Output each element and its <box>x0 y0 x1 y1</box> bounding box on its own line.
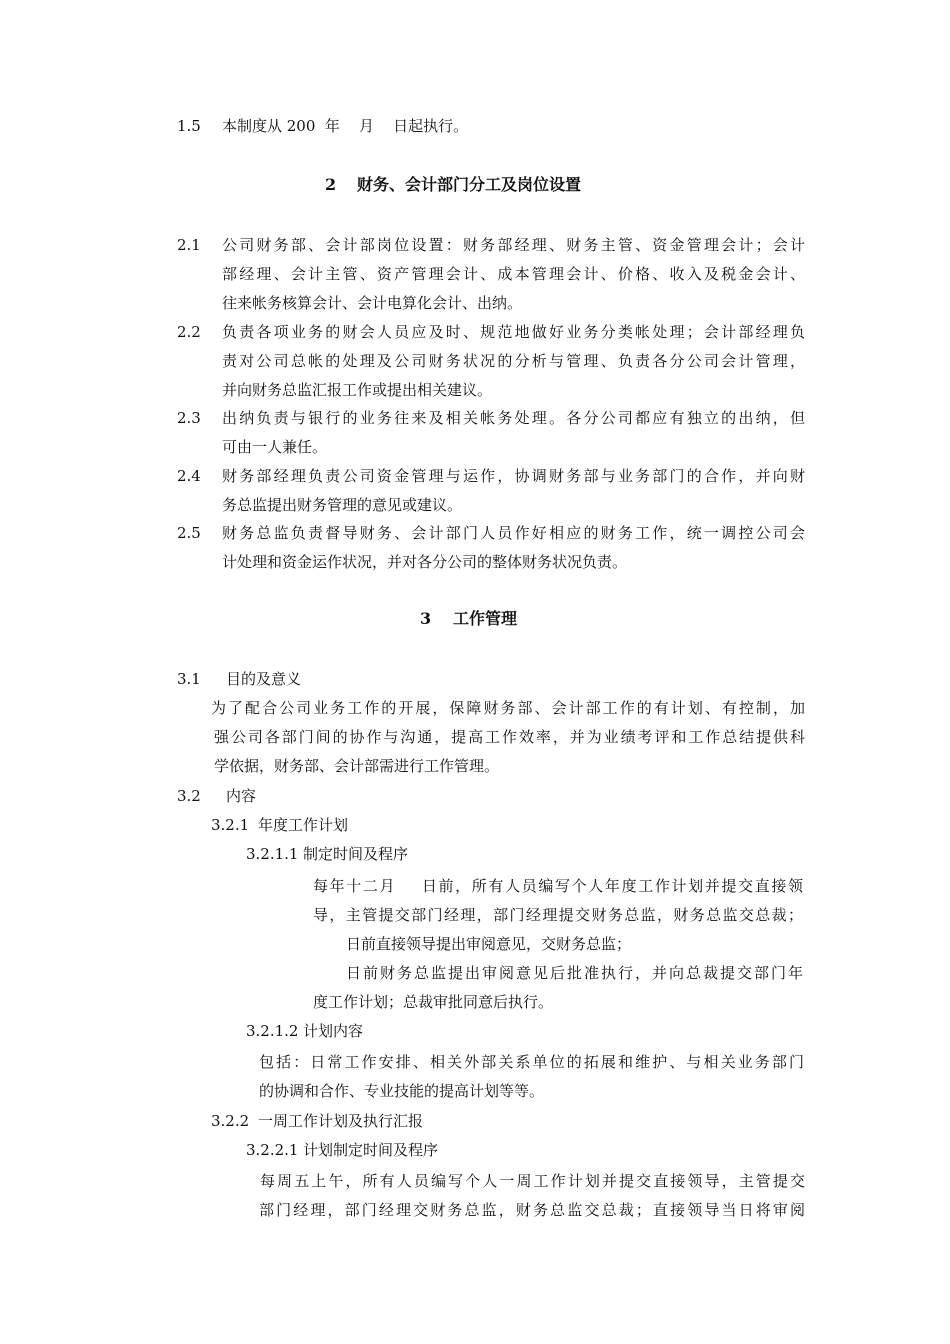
clause-number: 2.1 <box>177 236 201 254</box>
clause-title: 年度工作计划 <box>258 816 349 834</box>
clause-text: 每周五上午，所有人员编写个人一周工作计划并提交直接领导，主管提交 <box>260 1172 805 1190</box>
clause-text: 出纳负责与银行的业务往来及相关帐务处理。各分公司都应有独立的出纳，但 <box>222 409 805 427</box>
clause-text: 负责各项业务的财会人员应及时、规范地做好业务分类帐处理；会计部经理负 <box>222 323 805 341</box>
clause-text: 导，主管提交部门经理，部门经理提交财务总监，财务总监交总裁； <box>313 906 803 924</box>
clause-text: 度工作计划；总裁审批同意后执行。 <box>313 993 554 1011</box>
clause-text: 公司财务部、会计部岗位设置：财务部经理、财务主管、资金管理会计；会计 <box>222 236 805 254</box>
clause-text: 学依据，财务部、会计部需进行工作管理。 <box>214 757 500 775</box>
clause-title: 目的及意义 <box>226 670 302 688</box>
clause-number: 2.5 <box>177 524 201 542</box>
clause-text: 部经理、会计主管、资产管理会计、成本管理会计、价格、收入及税金会计、 <box>222 265 805 283</box>
section-heading: 工作管理 <box>453 609 518 628</box>
clause-title: 计划内容 <box>303 1022 364 1040</box>
clause-title: 计划制定时间及程序 <box>303 1141 439 1159</box>
clause-text: 并向财务总监汇报工作或提出相关建议。 <box>222 381 493 399</box>
clause-text: 日前直接领导提出审阅意见，交财务总监； <box>346 935 632 953</box>
clause-number: 3.2.1.2 <box>246 1022 299 1040</box>
clause-number: 2.2 <box>177 323 201 341</box>
clause-text: 强公司各部门间的协作与沟通，提高工作效率，并为业绩考评和工作总结提供科 <box>214 728 805 746</box>
clause-text: 为了配合公司业务工作的开展，保障财务部、会计部工作的有计划、有控制，加 <box>211 699 805 717</box>
clause-text: 部门经理，部门经理交财务总监，财务总监交总裁；直接领导当日将审阅 <box>259 1201 805 1219</box>
clause-text: 财务总监负责督导财务、会计部门人员作好相应的财务工作，统一调控公司会 <box>222 524 805 542</box>
clause-text: 计处理和资金运作状况，并对各分公司的整体财务状况负责。 <box>222 553 628 571</box>
section-number: 2 <box>325 175 337 194</box>
clause-number: 3.2.1 <box>211 816 250 834</box>
clause-number: 3.1 <box>177 670 201 688</box>
clause-text: 责对公司总帐的处理及公司财务状况的分析与管理、负责各分公司会计管理， <box>222 352 805 370</box>
clause-number: 2.3 <box>177 409 201 427</box>
clause-number: 3.2 <box>177 787 201 805</box>
clause-text: 日前财务总监提出审阅意见后批准执行，并向总裁提交部门年 <box>346 964 803 982</box>
section-heading: 财务、会计部门分工及岗位设置 <box>357 175 582 194</box>
clause-number: 3.2.2.1 <box>246 1141 299 1159</box>
clause-number: 3.2.1.1 <box>246 845 299 863</box>
clause-text: 的协调和合作、专业技能的提高计划等等。 <box>259 1082 545 1100</box>
clause-text: 财务部经理负责公司资金管理与运作，协调财务部与业务部门的合作，并向财 <box>222 467 805 485</box>
clause-number: 3.2.2 <box>211 1112 250 1130</box>
clause-text: 往来帐务核算会计、会计电算化会计、出纳。 <box>222 294 523 312</box>
clause-number: 1.5 <box>177 117 201 135</box>
clause-text: 务总监提出财务管理的意见或建议。 <box>222 496 463 514</box>
clause-title: 内容 <box>226 787 257 805</box>
clause-text: 每年十二月 日前，所有人员编写个人年度工作计划并提交直接领 <box>313 877 803 895</box>
clause-text: 可由一人兼任。 <box>222 438 328 456</box>
section-number: 3 <box>420 609 432 628</box>
clause-title: 制定时间及程序 <box>303 845 409 863</box>
clause-text: 本制度从 200 年 月 日起执行。 <box>222 117 469 135</box>
clause-number: 2.4 <box>177 467 201 485</box>
clause-title: 一周工作计划及执行汇报 <box>258 1112 424 1130</box>
clause-text: 包括：日常工作安排、相关外部关系单位的拓展和维护、与相关业务部门 <box>259 1053 804 1071</box>
